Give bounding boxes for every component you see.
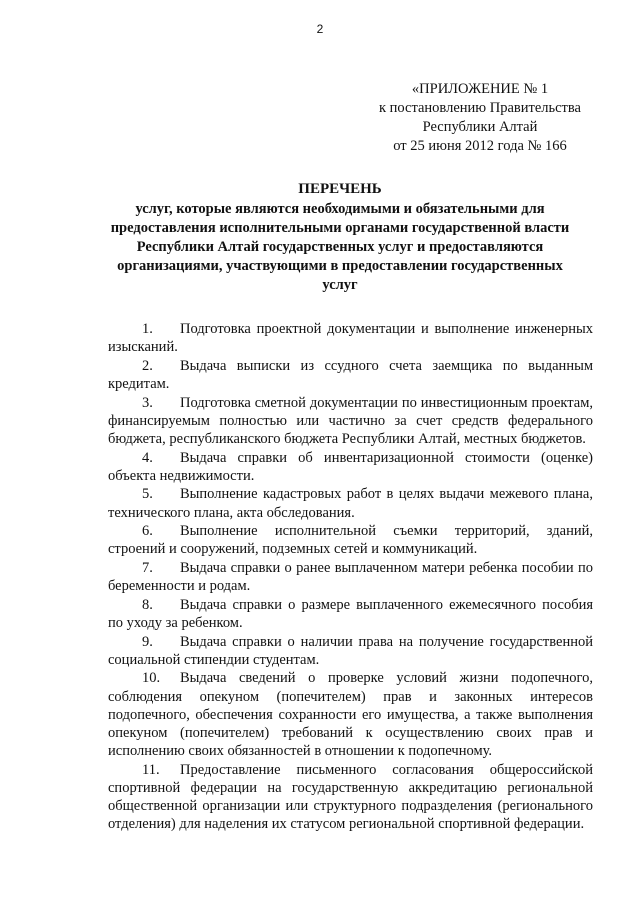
list-item-text: Подготовка проектной документации и выполнение инженерных изысканий. (108, 321, 593, 356)
list-item (108, 669, 593, 760)
list-item-text: Выдача справки о размере выплаченного ежемесячного пособия по уходу за ребенком. (108, 596, 593, 631)
appendix-label: «ПРИЛОЖЕНИЕ № 1 (411, 81, 549, 97)
list-item-number: 1. (142, 321, 153, 337)
list-item-text: Выдача выписки из ссудного счета заемщика по выданным кредитам. (108, 357, 593, 392)
appendix-resolution: к постановлению Правительства (379, 100, 581, 116)
document-subtitle: услуг, которые являются необходимыми и обязательными для предоставления исполнительными органами государственной власти Республики Алтай государственных услуг и предоставляются организациями, участвующими в предоставлении государственных услуг (110, 201, 570, 293)
list-item-text: Выдача справки о наличии права на получение государственной социальной стипендии студентам. (108, 633, 593, 668)
list-item-text: Подготовка сметной документации по инвестиционным проектам, финансируемым полностью или частично за счет средств федерального бюджета, республиканского бюджета Республики Алтай, местных бюджетов. (108, 394, 593, 447)
list-item-number: 7. (142, 559, 153, 576)
list-item (108, 522, 593, 558)
list-item-number: 4. (142, 449, 153, 466)
list-item-text: Выполнение исполнительной съемки территорий, зданий, строений и сооружений, подземных сетей и коммуникаций. (108, 523, 593, 558)
list-item-number: 5. (142, 486, 153, 503)
list-item-number: 3. (142, 394, 153, 411)
list-item-text: Предоставление письменного согласования общероссийской спортивной федерации на государственную аккредитацию региональной общественной организации или структурного подразделения (регионального отделения) для наделения их статусом региональной спортивной федерации. (108, 761, 593, 833)
list-item (108, 761, 593, 834)
list-item-number: 9. (142, 633, 153, 650)
appendix-date: от 25 июня 2012 года № 166 (393, 138, 567, 154)
list-item (108, 357, 593, 393)
list-item (108, 633, 593, 669)
list-item-text: Выполнение кадастровых работ в целях выдачи межевого плана, технического плана, акта обследования. (108, 486, 593, 521)
list-item-number: 10. (142, 670, 161, 687)
list-item (108, 449, 593, 485)
list-item (108, 596, 593, 632)
list-item (108, 394, 593, 449)
list-item-text: Выдача сведений о проверке условий жизни подопечного, соблюдения опекуном (попечителем) прав и законных интересов подопечного, обеспечения сохранности его имущества, а также выполнения опекуном (попечителем) требований к осуществлению своих прав и исполнению своих обязанностей в отношении к подопечному. (108, 670, 593, 760)
page-number: 2 (316, 22, 324, 36)
services-list (108, 320, 593, 834)
list-item-number: 6. (142, 523, 153, 540)
document-title-block (100, 180, 580, 295)
list-item (108, 485, 593, 521)
list-item-number: 8. (142, 596, 153, 613)
list-item-number: 2. (142, 357, 153, 374)
list-item (108, 320, 593, 356)
appendix-header (366, 80, 594, 156)
list-item-number: 11. (142, 761, 160, 778)
document-title: ПЕРЕЧЕНЬ (298, 181, 382, 197)
appendix-region: Республики Алтай (422, 119, 538, 135)
list-item-text: Выдача справки о ранее выплаченном матери ребенка пособии по беременности и родам. (108, 559, 593, 595)
list-item (108, 559, 593, 595)
list-item-text: Выдача справки об инвентаризационной стоимости (оценке) объекта недвижимости. (108, 449, 593, 484)
